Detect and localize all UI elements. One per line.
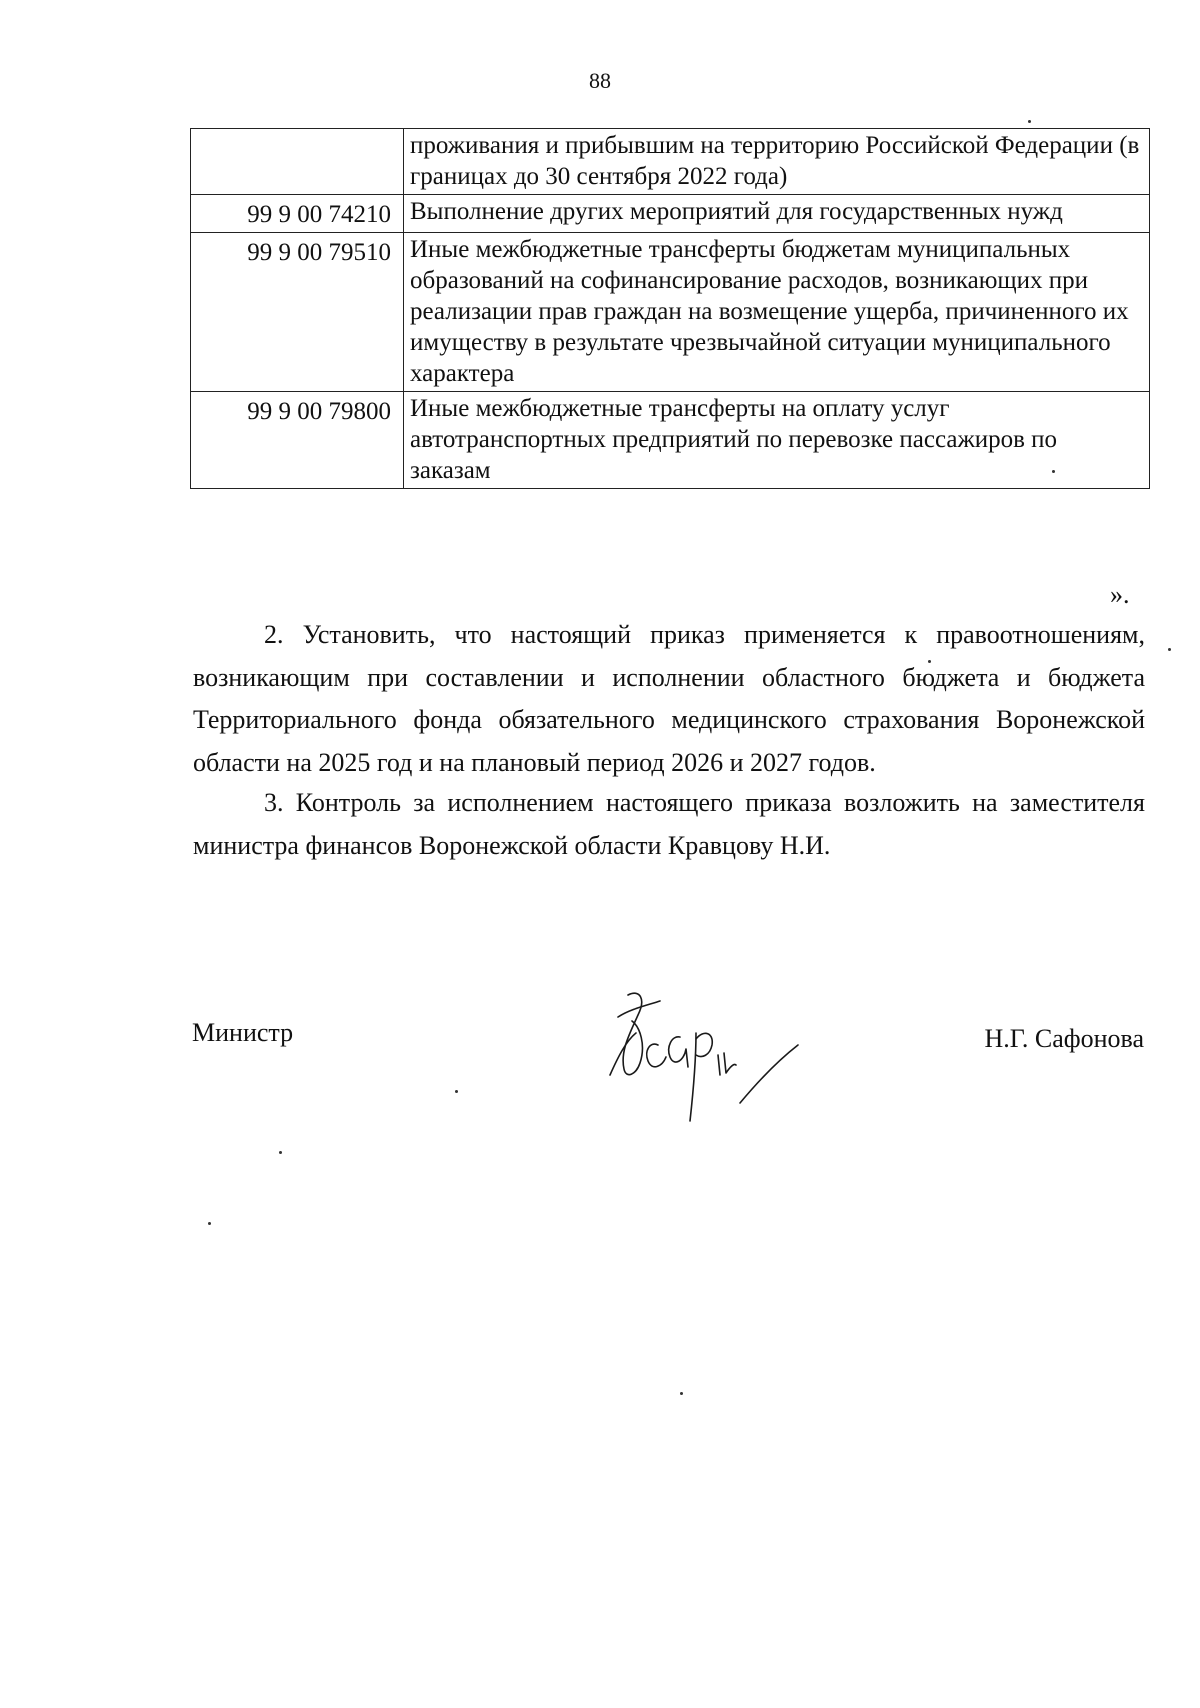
paragraph-3: 3. Контроль за исполнением настоящего приказа возложить на заместителя министра финансов Воронежской области Кравцову Н.И. <box>193 788 1145 860</box>
scan-speck <box>208 1222 211 1225</box>
table-cell-code: 99 9 00 74210 <box>191 195 404 233</box>
table-cell-code: 99 9 00 79800 <box>191 392 404 489</box>
scan-speck <box>1052 470 1055 473</box>
table-row <box>191 233 1150 392</box>
signatory-title: Министр <box>192 1018 294 1047</box>
scan-speck <box>1028 120 1031 123</box>
table-row <box>191 195 1150 233</box>
scan-speck <box>680 1392 683 1395</box>
table-row <box>191 392 1150 489</box>
page-number: 88 <box>589 68 611 93</box>
signatory-name: Н.Г. Сафонова <box>984 1024 1144 1053</box>
table-cell-description: Выполнение других мероприятий для государственных нужд <box>404 195 1150 233</box>
table-cell-description: проживания и прибывшим на территорию Российской Федерации (в границах до 30 сентября 2022 года) <box>404 129 1150 195</box>
table-cell-description: Иные межбюджетные трансферты бюджетам муниципальных образований на софинансирование расходов, возникающих при реализации прав граждан на возмещение ущерба, причиненного их имуществу в результате чрезвычайной ситуации муниципального характера <box>404 233 1150 392</box>
table-row <box>191 129 1150 195</box>
paragraph-2: 2. Установить, что настоящий приказ применяется к правоотношениям, возникающим при составлении и исполнении областного бюджета и бюджета Территориального фонда обязательного медицинского страхования Воронежской области на 2025 год и на плановый период 2026 и 2027 годов. <box>193 620 1145 777</box>
table-cell-code: 99 9 00 79510 <box>191 233 404 392</box>
table-cell-code <box>191 129 404 195</box>
scan-speck <box>928 660 931 663</box>
handwritten-signature <box>600 975 800 1125</box>
scan-speck <box>455 1090 458 1093</box>
scan-speck <box>279 1151 282 1154</box>
budget-codes-table <box>190 128 1150 489</box>
scan-speck <box>1168 648 1171 651</box>
table-cell-description: Иные межбюджетные трансферты на оплату услуг автотранспортных предприятий по перевозке пассажиров по заказам <box>404 392 1150 489</box>
closing-quote: ». <box>1110 580 1130 609</box>
